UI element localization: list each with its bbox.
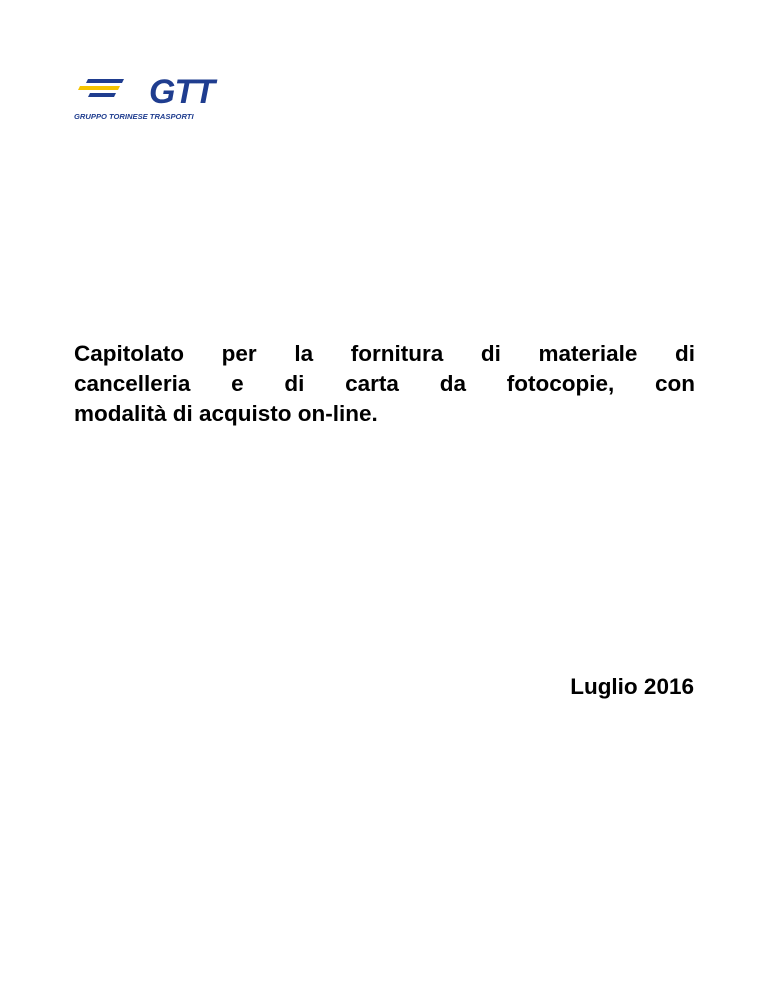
title-line-1: Capitolato per la fornitura di materiale di (74, 341, 695, 366)
title-line-3: modalità di acquisto on-line. (74, 401, 378, 426)
document-date: Luglio 2016 (570, 674, 694, 699)
gtt-logo (66, 64, 222, 124)
logo-tagline-text: GRUPPO TORINESE TRASPORTI (74, 112, 194, 121)
document-title (74, 339, 695, 429)
logo-brand-text: GTT (149, 73, 214, 111)
gtt-logo-graphic (66, 64, 222, 124)
title-line-2: cancelleria e di carta da fotocopie, con (74, 371, 695, 396)
